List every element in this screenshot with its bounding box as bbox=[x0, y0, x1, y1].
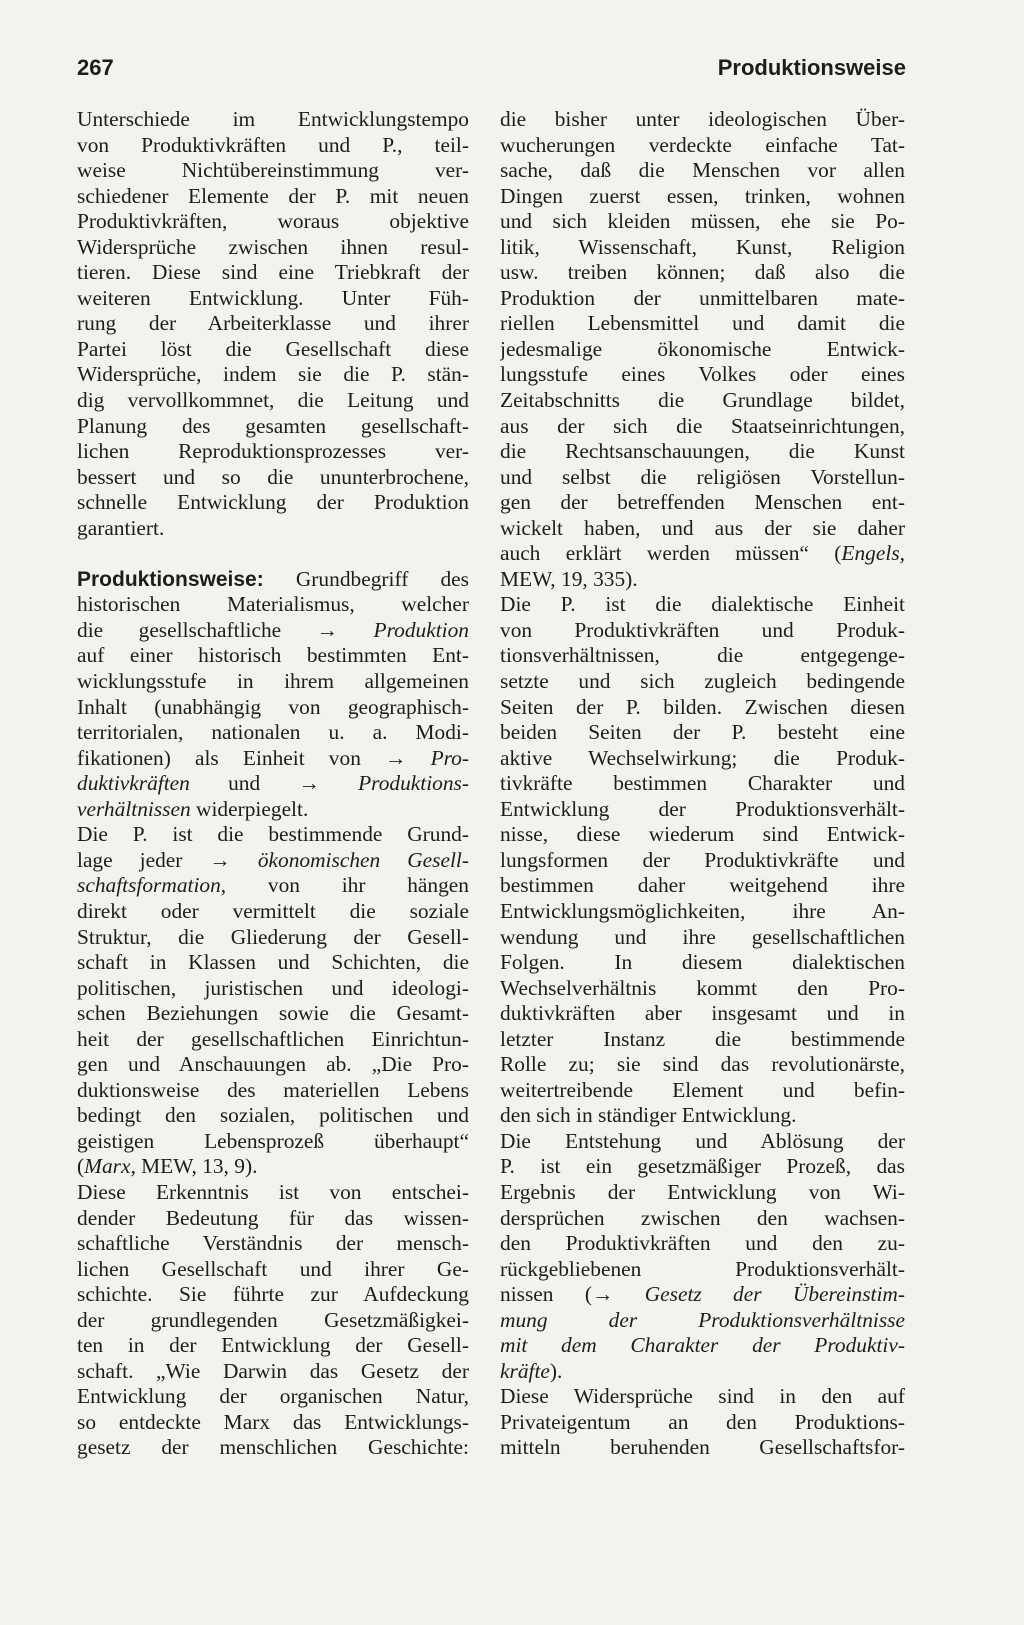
text-line: letzter Instanz die bestimmende bbox=[500, 1026, 905, 1051]
cross-reference: duktivkräften bbox=[77, 771, 190, 796]
text-line: schaftliche Verständnis der mensch- bbox=[77, 1231, 469, 1256]
text-line: nisse, diese wiederum sind Entwick- bbox=[500, 822, 905, 847]
dictionary-entry bbox=[77, 567, 469, 1461]
text-line: schen Beziehungen sowie die Gesamt- bbox=[77, 1001, 469, 1026]
text-line: Zeitabschnitts die Grundlage bildet, bbox=[500, 388, 905, 413]
text-line: wendung und ihre gesellschaftlichen bbox=[500, 924, 905, 949]
text-line: tionsverhältnissen, die entgegenge- bbox=[500, 643, 905, 668]
author-citation: Marx, bbox=[84, 1154, 136, 1179]
text-line: Privateigentum an den Produktions- bbox=[500, 1409, 905, 1434]
text-line: den Produktivkräften und den zu- bbox=[500, 1231, 905, 1256]
text-line: jedesmalige ökonomische Entwick- bbox=[500, 336, 905, 361]
text-line: litik, Wissenschaft, Kunst, Religion bbox=[500, 234, 905, 259]
text-line: Partei löst die Gesellschaft diese bbox=[77, 336, 469, 361]
cross-reference: schaftsformation, bbox=[77, 873, 227, 898]
text-line: gen und Anschauungen ab. „Die Pro- bbox=[77, 1052, 469, 1077]
text-line: die Rechtsanschauungen, die Kunst bbox=[500, 439, 905, 464]
text-line: und sich kleiden müssen, ehe sie Po- bbox=[500, 209, 905, 234]
text-line: Planung des gesamten gesellschaft- bbox=[77, 413, 469, 438]
text-line: auf einer historisch bestimmten Ent- bbox=[77, 643, 469, 668]
text-line: heit der gesellschaftlichen Einrichtun- bbox=[77, 1026, 469, 1051]
text-line: tivkräfte bestimmen Charakter und bbox=[500, 771, 905, 796]
text-line: beiden Seiten der P. besteht eine bbox=[500, 720, 905, 745]
text-line: Die P. ist die bestimmende Grund- bbox=[77, 822, 469, 847]
text-line: direkt oder vermittelt die soziale bbox=[77, 898, 469, 923]
text-line: Diese Erkenntnis ist von entschei- bbox=[77, 1179, 469, 1204]
running-head: Produktionsweise bbox=[717, 55, 906, 80]
text-line: historischen Materialismus, welcher bbox=[77, 592, 469, 617]
text-line: schiedener Elemente der P. mit neuen bbox=[77, 183, 469, 208]
text-line: lichen Reproduktionsprozesses ver- bbox=[77, 439, 469, 464]
text-line: MEW, 19, 335). bbox=[500, 566, 638, 591]
cross-reference: → Produktions- bbox=[298, 771, 469, 796]
text-line: Widersprüche zwischen ihnen resul- bbox=[77, 234, 469, 259]
text-line: rung der Arbeiterklasse und ihrer bbox=[77, 311, 469, 336]
text-line: schaft in Klassen und Schichten, die bbox=[77, 950, 469, 975]
text-line: auch erklärt werden müssen“ (Engels, bbox=[500, 541, 905, 566]
left-column bbox=[77, 107, 469, 1461]
text-line: der grundlegenden Gesetzmäßigkei- bbox=[77, 1307, 469, 1332]
text-line: lungsformen der Produktivkräfte und bbox=[500, 847, 905, 872]
text-line: rückgebliebenen Produktionsverhält- bbox=[500, 1256, 905, 1281]
text-line: Seiten der P. bilden. Zwischen diesen bbox=[500, 694, 905, 719]
text-line: Rolle zu; sie sind das revolutionärste, bbox=[500, 1052, 905, 1077]
text-line: sache, daß die Menschen vor allen bbox=[500, 158, 905, 183]
text-line: territorialen, nationalen u. a. Modi- bbox=[77, 720, 469, 745]
cross-reference: → Gesetz der Übereinstim- bbox=[591, 1282, 905, 1307]
text-line: (Marx, MEW, 13, 9). bbox=[77, 1154, 258, 1179]
text-line: dersprüchen zwischen den wachsen- bbox=[500, 1205, 905, 1230]
text-line: nissen (→ Gesetz der Übereinstim- bbox=[500, 1282, 905, 1307]
right-column bbox=[500, 107, 905, 1461]
text-line: duktivkräften aber insgesamt und in bbox=[500, 1001, 905, 1026]
text-line: und selbst die religiösen Vorstellun- bbox=[500, 464, 905, 489]
text-line: von Produktivkräften und Produk- bbox=[500, 617, 905, 642]
cross-reference: → ökonomischen Gesell- bbox=[209, 847, 469, 872]
text-line: duktivkräften und → Produktions- bbox=[77, 771, 469, 796]
text-line: den sich in ständiger Entwicklung. bbox=[500, 1103, 797, 1128]
cross-reference: → Pro- bbox=[385, 745, 469, 770]
text-line: die gesellschaftliche → Produktion bbox=[77, 617, 469, 642]
text-line: politischen, juristischen und ideologi- bbox=[77, 975, 469, 1000]
text-line: bedingt den sozialen, politischen und bbox=[77, 1103, 469, 1128]
text-line: Produktion der unmittelbaren mate- bbox=[500, 285, 905, 310]
text-line: duktionsweise des materiellen Lebens bbox=[77, 1077, 469, 1102]
continued-paragraph bbox=[77, 107, 469, 541]
text-line: so entdeckte Marx das Entwicklungs- bbox=[77, 1409, 469, 1434]
text-line: Widersprüche, indem sie die P. stän- bbox=[77, 362, 469, 387]
page-number: 267 bbox=[77, 55, 114, 80]
text-line: schaftsformation, von ihr hängen bbox=[77, 873, 469, 898]
cross-reference: mit dem Charakter der Produktiv- bbox=[500, 1333, 905, 1358]
text-line: gesetz der menschlichen Geschichte: bbox=[77, 1435, 469, 1460]
text-line: lichen Gesellschaft und ihrer Ge- bbox=[77, 1256, 469, 1281]
text-line: bestimmen daher weitgehend ihre bbox=[500, 873, 905, 898]
text-line: Dingen zuerst essen, trinken, wohnen bbox=[500, 183, 905, 208]
text-line: aus der sich die Staatseinrichtungen, bbox=[500, 413, 905, 438]
text-line: aktive Wechselwirkung; die Produk- bbox=[500, 745, 905, 770]
text-line: usw. treiben können; daß also die bbox=[500, 260, 905, 285]
text-line: bessert und so die ununterbrochene, bbox=[77, 464, 469, 489]
text-line: fikationen) als Einheit von → Pro- bbox=[77, 745, 469, 770]
text-line: Die P. ist die dialektische Einheit bbox=[500, 592, 905, 617]
cross-reference: mung der Produktionsverhältnisse bbox=[500, 1307, 905, 1332]
text-line: setzte und sich zugleich bedingende bbox=[500, 669, 905, 694]
text-line: die bisher unter ideologischen Über- bbox=[500, 107, 905, 131]
text-line: schnelle Entwicklung der Produktion bbox=[77, 490, 469, 515]
text-line: Entwicklung der Produktionsverhält- bbox=[500, 796, 905, 821]
text-line: ten in der Entwicklung der Gesell- bbox=[77, 1333, 469, 1358]
paragraph-gap bbox=[77, 541, 469, 567]
text-line: Folgen. In diesem dialektischen bbox=[500, 950, 905, 975]
cross-reference: kräfte bbox=[500, 1358, 550, 1383]
text-line bbox=[500, 1308, 905, 1334]
text-line: P. ist ein gesetzmäßiger Prozeß, das bbox=[500, 1154, 905, 1179]
text-line: garantiert. bbox=[77, 515, 165, 540]
text-line: dender Bedeutung für das wissen- bbox=[77, 1205, 469, 1230]
text-line: Produktivkräften, woraus objektive bbox=[77, 209, 469, 234]
text-line: Struktur, die Gliederung der Gesell- bbox=[77, 924, 469, 949]
author-citation: Engels, bbox=[841, 541, 905, 566]
text-line: mitteln beruhenden Gesellschaftsfor- bbox=[500, 1435, 905, 1460]
text-line: von Produktivkräften und P., teil- bbox=[77, 132, 469, 157]
text-line: Die Entstehung und Ablösung der bbox=[500, 1128, 905, 1153]
text-line: kräfte). bbox=[500, 1358, 563, 1383]
text-line: verhältnissen widerpiegelt. bbox=[77, 796, 309, 821]
text-line: wucherungen verdeckte einfache Tat- bbox=[500, 132, 905, 157]
text-line: wickelt haben, und aus der sie daher bbox=[500, 515, 905, 540]
text-line: weitertreibende Element und befin- bbox=[500, 1077, 905, 1102]
text-line bbox=[500, 1333, 905, 1359]
text-line: wicklungsstufe in ihrem allgemeinen bbox=[77, 669, 469, 694]
text-line: weise Nichtübereinstimmung ver- bbox=[77, 158, 469, 183]
text-line: geistigen Lebensprozeß überhaupt“ bbox=[77, 1128, 469, 1153]
text-line: riellen Lebensmittel und damit die bbox=[500, 311, 905, 336]
text-line: weiteren Entwicklung. Unter Füh- bbox=[77, 285, 469, 310]
text-line: tieren. Diese sind eine Triebkraft der bbox=[77, 260, 469, 285]
text-line: lungsstufe eines Volkes oder eines bbox=[500, 362, 905, 387]
text-line: schaft. „Wie Darwin das Gesetz der bbox=[77, 1358, 469, 1383]
text-line: lage jeder → ökonomischen Gesell- bbox=[77, 847, 469, 872]
cross-reference: verhältnissen bbox=[77, 796, 191, 821]
text-line: Inhalt (unabhängig von geographisch- bbox=[77, 694, 469, 719]
text-line: Entwicklungsmöglichkeiten, ihre An- bbox=[500, 898, 905, 923]
text-line: schichte. Sie führte zur Aufdeckung bbox=[77, 1282, 469, 1307]
text-line: Entwicklung der organischen Natur, bbox=[77, 1384, 469, 1409]
text-line: Diese Widersprüche sind in den auf bbox=[500, 1384, 905, 1409]
entry-term: Produktionsweise: bbox=[77, 567, 264, 591]
text-line: dig vervollkommnet, die Leitung und bbox=[77, 388, 469, 413]
text-line: Unterschiede im Entwicklungstempo bbox=[77, 107, 469, 131]
text-line: gen der betreffenden Menschen ent- bbox=[500, 490, 905, 515]
text-line: Ergebnis der Entwicklung von Wi- bbox=[500, 1179, 905, 1204]
text-line: Produktionsweise: Grundbegriff des bbox=[77, 566, 469, 591]
text-line: Wechselverhältnis kommt den Pro- bbox=[500, 975, 905, 1000]
cross-reference: → Produktion bbox=[316, 617, 469, 642]
